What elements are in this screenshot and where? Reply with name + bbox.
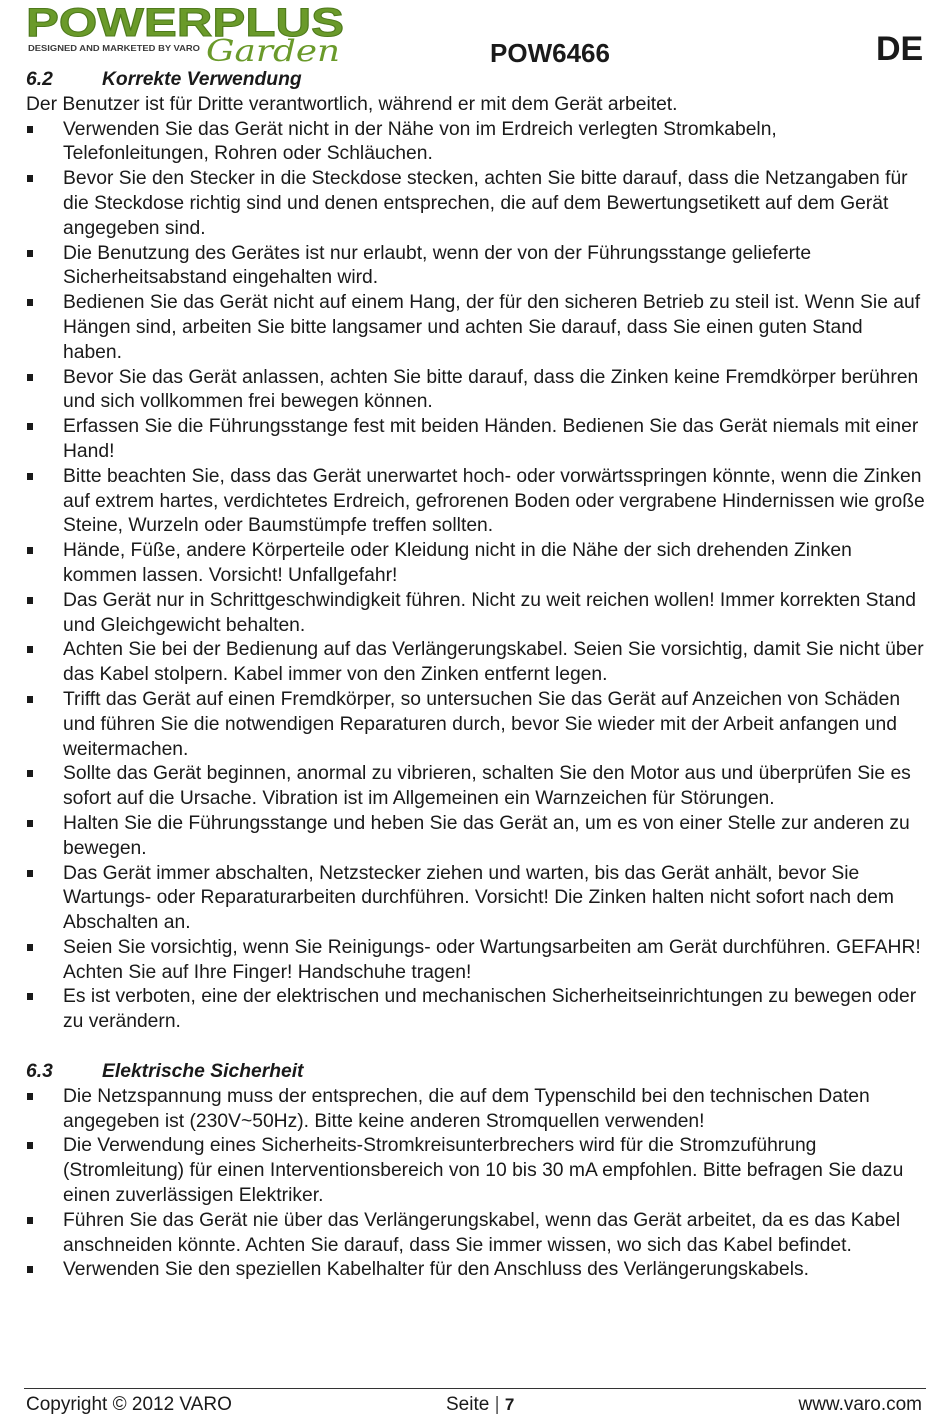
brand-logo [26,3,346,63]
section-6-3-heading [26,1060,926,1085]
section-intro: Der Benutzer ist für Dritte verantwortlich, während er mit dem Gerät arbeitet. [26,93,678,115]
section-title: Korrekte Verwendung [102,69,302,90]
section-6-2-list [26,118,926,1035]
logo-tagline-text: DESIGNED AND MARKETED BY VARO [28,43,201,53]
section-number: 6.3 [26,1061,53,1083]
list-item: Das Gerät immer abschalten, Netzstecker ziehen und warten, bis das Gerät anhält, bevor Sie Wartungs- oder Reparaturarbeiten durchführen. Vorsicht! Die Zinken halten nicht sofort nach dem Abschalten an. [26,862,926,936]
page-number: 7 [504,1395,515,1414]
footer-page-number [446,1394,514,1416]
list-item: Bevor Sie den Stecker in die Steckdose stecken, achten Sie bitte darauf, dass die Netzangaben für die Steckdose richtig sind und denen entsprechen, die auf dem Bewertungsetikett auf dem Gerät angegeben sind. [26,167,926,241]
section-6-3-list [26,1085,926,1283]
list-item: Erfassen Sie die Führungsstange fest mit beiden Händen. Bedienen Sie das Gerät niemals mit einer Hand! [26,415,926,465]
list-item: Die Netzspannung muss der entsprechen, die auf dem Typenschild bei den technischen Daten angegeben ist (230V~50Hz). Bitte keine anderen Stromquellen verwenden! [26,1085,926,1135]
list-item: Seien Sie vorsichtig, wenn Sie Reinigungs- oder Wartungsarbeiten am Gerät durchführen. GEFAHR! Achten Sie auf Ihre Finger! Handschuhe tragen! [26,936,926,986]
section-title: Elektrische Sicherheit [102,1061,304,1083]
document-body [26,68,926,1283]
list-item: Sollte das Gerät beginnen, anormal zu vibrieren, schalten Sie den Motor aus und überprüfen Sie es sofort auf die Ursache. Vibration ist im Allgemeinen ein Warnzeichen für Störungen. [26,762,926,812]
list-item: Die Benutzung des Gerätes ist nur erlaubt, wenn der von der Führungsstange gelieferte Sicherheitsabstand eingehalten wird. [26,242,926,292]
list-item: Das Gerät nur in Schrittgeschwindigkeit führen. Nicht zu weit reichen wollen! Immer korrekten Stand und Gleichgewicht behalten. [26,589,926,639]
section-number: 6.2 [26,69,53,90]
footer-divider [24,1388,926,1389]
page-separator: | [494,1394,500,1415]
list-item: Trifft das Gerät auf einen Fremdkörper, so untersuchen Sie das Gerät auf Anzeichen von Schäden und führen Sie die notwendigen Reparaturen durch, bevor Sie wieder mit der Arbeit anfangen und weitermachen. [26,688,926,762]
list-item: Führen Sie das Gerät nie über das Verlängerungskabel, wenn das Gerät arbeitet, da es das Kabel anschneiden könnte. Achten Sie darauf, dass Sie immer wissen, wo sich das Kabel befindet. [26,1209,926,1259]
page-label: Seite [446,1394,490,1415]
list-item: Es ist verboten, eine der elektrischen und mechanischen Sicherheitseinrichtungen zu bewegen oder zu verändern. [26,985,926,1035]
list-item: Bitte beachten Sie, dass das Gerät unerwartet hoch- oder vorwärtsspringen könnte, wenn die Zinken auf extrem hartes, verdichtetes Erdreich, gefrorenen Boden oder vergrabene Hindernissen wie große Steine, Wurzeln oder Baumstümpfe treffen sollten. [26,465,926,539]
section-6-2-heading [26,68,926,93]
list-item: Bedienen Sie das Gerät nicht auf einem Hang, der für den sicheren Betrieb zu steil ist. Wenn Sie auf Hängen sind, arbeiten Sie bitte langsamer und achten Sie darauf, dass Sie einen guten Stand haben. [26,291,926,365]
list-item: Die Verwendung eines Sicherheits-Stromkreisunterbrechers wird für die Stromzuführung (Stromleitung) für einen Interventionsbereich von 10 bis 30 mA empfohlen. Bitte befragen Sie dazu einen zuverlässigen Elektriker. [26,1134,926,1208]
list-item: Verwenden Sie den speziellen Kabelhalter für den Anschluss des Verlängerungskabels. [26,1258,926,1283]
logo-script-text: Garden [206,34,340,63]
logo-main-text: POWERPLUS [26,3,344,45]
list-item: Verwenden Sie das Gerät nicht in der Nähe von im Erdreich verlegten Stromkabeln, Telefonleitungen, Rohren oder Schläuchen. [26,118,926,168]
list-item: Halten Sie die Führungsstange und heben Sie das Gerät an, um es von einer Stelle zur anderen zu bewegen. [26,812,926,862]
list-item: Achten Sie bei der Bedienung auf das Verlängerungskabel. Seien Sie vorsichtig, damit Sie nicht über das Kabel stolpern. Kabel immer von den Zinken entfernt legen. [26,638,926,688]
page-header [0,0,950,72]
footer-website-link[interactable]: www.varo.com [798,1394,922,1415]
language-code: DE [876,30,924,68]
section-spacer [26,1035,926,1060]
list-item: Hände, Füße, andere Körperteile oder Kleidung nicht in die Nähe der sich drehenden Zinken kommen lassen. Vorsicht! Unfallgefahr! [26,539,926,589]
model-number: POW6466 [490,38,610,68]
list-item: Bevor Sie das Gerät anlassen, achten Sie bitte darauf, dass die Zinken keine Fremdkörper berühren und sich vollkommen frei bewegen können. [26,366,926,416]
footer-copyright: Copyright © 2012 VARO [26,1394,232,1415]
